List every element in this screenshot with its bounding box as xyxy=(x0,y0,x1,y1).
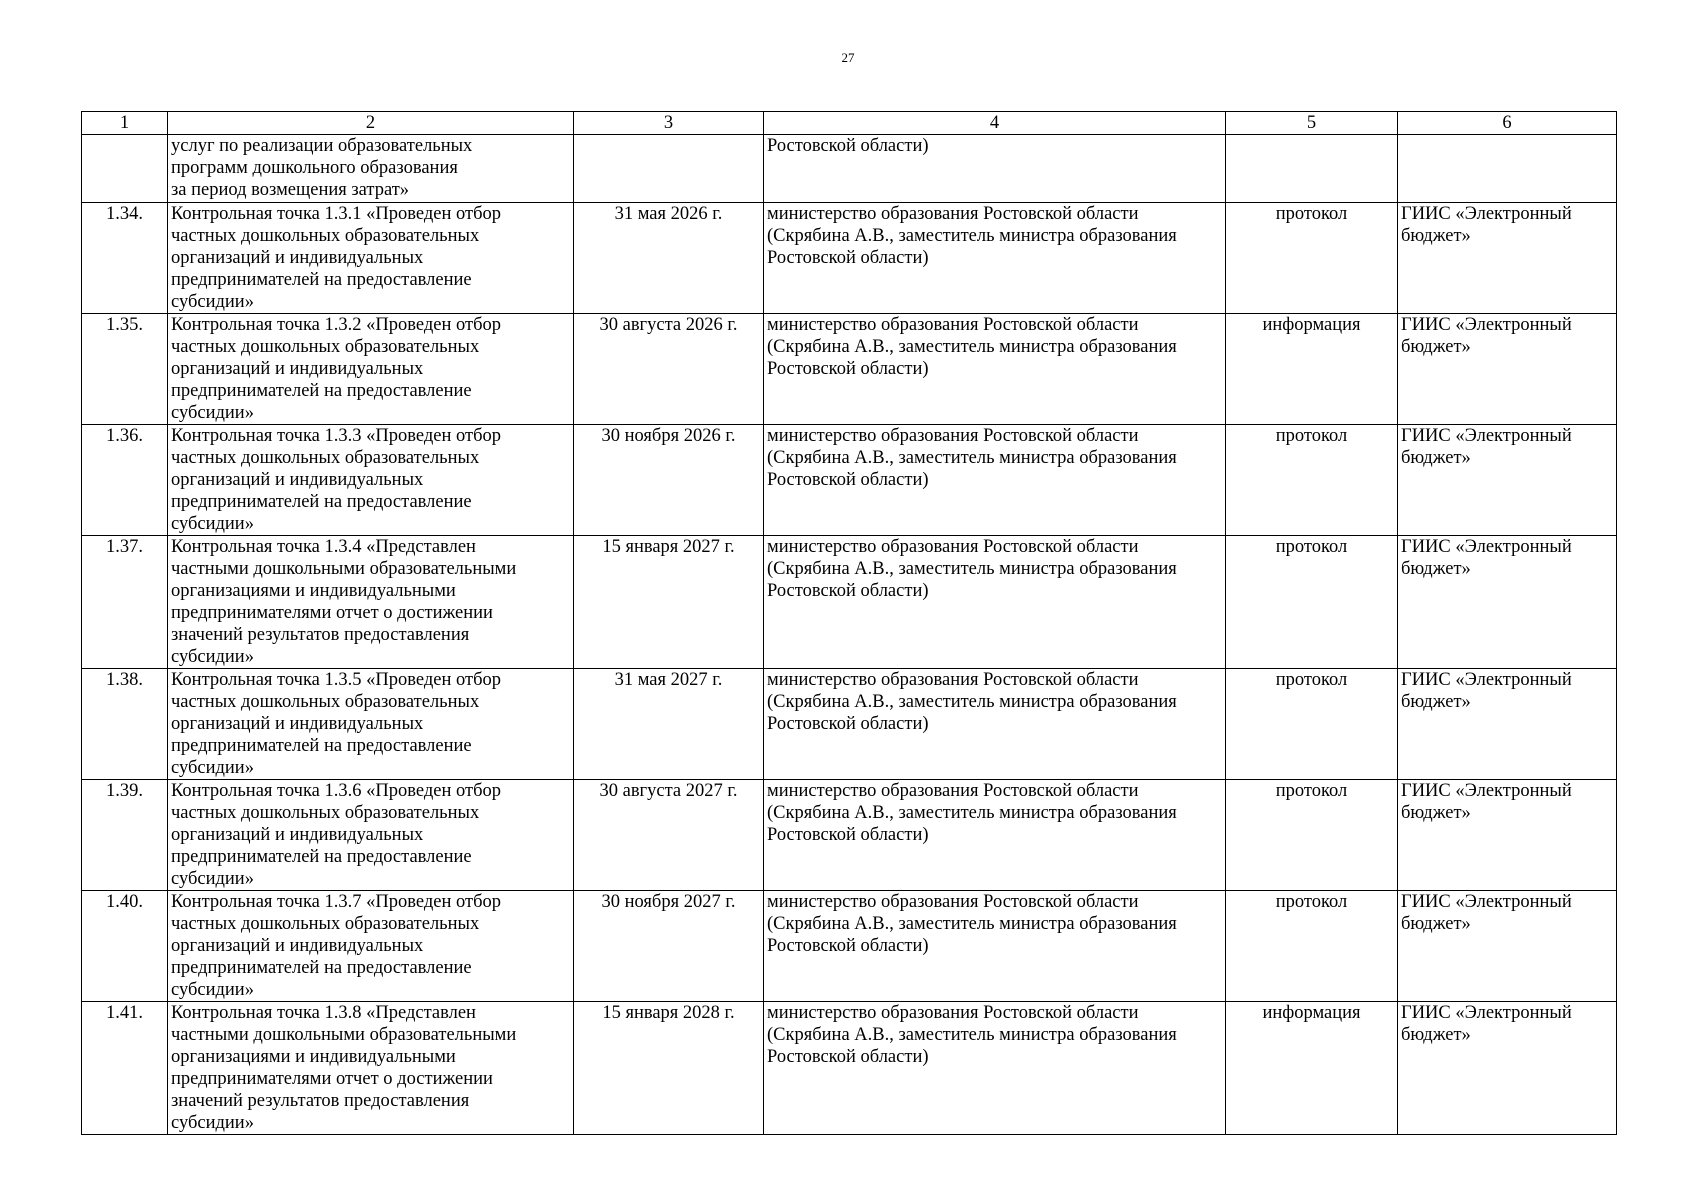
description-line: значений результатов предоставления xyxy=(171,625,470,645)
table-body xyxy=(82,135,1617,1135)
document-type: протокол xyxy=(1226,203,1398,314)
description-line: частных дошкольных образовательных xyxy=(171,692,480,712)
executor-line: Ростовской области) xyxy=(767,470,929,490)
description-line: Контрольная точка 1.3.4 «Представлен xyxy=(171,537,476,557)
deadline-date: 30 августа 2026 г. xyxy=(574,314,764,425)
executor-line: (Скрябина А.В., заместитель министра образования xyxy=(767,337,1177,357)
executor-line: министерство образования Ростовской области xyxy=(767,781,1139,801)
description-line: субсидии» xyxy=(171,1113,254,1133)
information-system xyxy=(1398,425,1617,536)
control-point-description xyxy=(168,669,574,780)
responsible-executor xyxy=(764,1002,1226,1135)
description-line: Контрольная точка 1.3.7 «Проведен отбор xyxy=(171,892,501,912)
system-line: ГИИС «Электронный xyxy=(1401,426,1572,446)
row-number: 1.39. xyxy=(82,780,168,891)
description-line: услуг по реализации образовательных xyxy=(171,136,473,156)
deadline-date: 30 ноября 2026 г. xyxy=(574,425,764,536)
executor-line: Ростовской области) xyxy=(767,136,929,156)
description-line: субсидии» xyxy=(171,758,254,778)
document-type: протокол xyxy=(1226,536,1398,669)
executor-line: (Скрябина А.В., заместитель министра образования xyxy=(767,226,1177,246)
responsible-executor xyxy=(764,891,1226,1002)
description-line: Контрольная точка 1.3.2 «Проведен отбор xyxy=(171,315,501,335)
responsible-executor xyxy=(764,135,1226,203)
executor-line: министерство образования Ростовской области xyxy=(767,426,1139,446)
system-line: бюджет» xyxy=(1401,559,1471,579)
row-number: 1.40. xyxy=(82,891,168,1002)
information-system xyxy=(1398,314,1617,425)
row-number: 1.41. xyxy=(82,1002,168,1135)
system-line: ГИИС «Электронный xyxy=(1401,537,1572,557)
description-line: субсидии» xyxy=(171,869,254,889)
system-line: бюджет» xyxy=(1401,337,1471,357)
deadline-date: 31 мая 2026 г. xyxy=(574,203,764,314)
control-point-description xyxy=(168,425,574,536)
executor-line: Ростовской области) xyxy=(767,936,929,956)
description-line: организациями и индивидуальными xyxy=(171,581,456,601)
document-type: протокол xyxy=(1226,891,1398,1002)
description-line: организаций и индивидуальных xyxy=(171,248,424,268)
executor-line: (Скрябина А.В., заместитель министра образования xyxy=(767,1025,1177,1045)
responsible-executor xyxy=(764,669,1226,780)
information-system xyxy=(1398,135,1617,203)
table-row xyxy=(82,1002,1617,1135)
executor-line: Ростовской области) xyxy=(767,248,929,268)
table-row xyxy=(82,780,1617,891)
description-line: субсидии» xyxy=(171,647,254,667)
description-line: значений результатов предоставления xyxy=(171,1091,470,1111)
description-line: организаций и индивидуальных xyxy=(171,470,424,490)
responsible-executor xyxy=(764,536,1226,669)
description-line: частных дошкольных образовательных xyxy=(171,226,480,246)
table-row xyxy=(82,425,1617,536)
executor-line: Ростовской области) xyxy=(767,581,929,601)
information-system xyxy=(1398,891,1617,1002)
executor-line: (Скрябина А.В., заместитель министра образования xyxy=(767,559,1177,579)
document-type xyxy=(1226,135,1398,203)
executor-line: (Скрябина А.В., заместитель министра образования xyxy=(767,914,1177,934)
system-line: ГИИС «Электронный xyxy=(1401,315,1572,335)
description-line: частными дошкольными образовательными xyxy=(171,1025,517,1045)
description-line: предпринимателей на предоставление xyxy=(171,736,472,756)
description-line: предпринимателей на предоставление xyxy=(171,847,472,867)
control-point-description xyxy=(168,203,574,314)
document-type: протокол xyxy=(1226,780,1398,891)
responsible-executor xyxy=(764,425,1226,536)
executor-line: (Скрябина А.В., заместитель министра образования xyxy=(767,692,1177,712)
control-point-description xyxy=(168,1002,574,1135)
description-line: субсидии» xyxy=(171,292,254,312)
description-line: Контрольная точка 1.3.6 «Проведен отбор xyxy=(171,781,501,801)
responsible-executor xyxy=(764,780,1226,891)
deadline-date: 31 мая 2027 г. xyxy=(574,669,764,780)
responsible-executor xyxy=(764,314,1226,425)
responsible-executor xyxy=(764,203,1226,314)
executor-line: министерство образования Ростовской области xyxy=(767,537,1139,557)
description-line: программ дошкольного образования xyxy=(171,158,458,178)
column-header: 1 xyxy=(82,112,168,135)
control-points-table xyxy=(81,111,1617,1135)
description-line: субсидии» xyxy=(171,514,254,534)
executor-line: (Скрябина А.В., заместитель министра образования xyxy=(767,448,1177,468)
description-line: организаций и индивидуальных xyxy=(171,359,424,379)
description-line: субсидии» xyxy=(171,980,254,1000)
description-line: организаций и индивидуальных xyxy=(171,714,424,734)
document-type: протокол xyxy=(1226,425,1398,536)
description-line: предпринимателями отчет о достижении xyxy=(171,603,493,623)
executor-line: министерство образования Ростовской области xyxy=(767,315,1139,335)
description-line: субсидии» xyxy=(171,403,254,423)
system-line: ГИИС «Электронный xyxy=(1401,892,1572,912)
description-line: предпринимателей на предоставление xyxy=(171,270,472,290)
information-system xyxy=(1398,203,1617,314)
executor-line: министерство образования Ростовской области xyxy=(767,204,1139,224)
executor-line: Ростовской области) xyxy=(767,359,929,379)
table-row xyxy=(82,135,1617,203)
table-row xyxy=(82,314,1617,425)
description-line: Контрольная точка 1.3.1 «Проведен отбор xyxy=(171,204,501,224)
column-header: 3 xyxy=(574,112,764,135)
control-point-description xyxy=(168,780,574,891)
document-type: информация xyxy=(1226,1002,1398,1135)
description-line: Контрольная точка 1.3.5 «Проведен отбор xyxy=(171,670,501,690)
description-line: предпринимателей на предоставление xyxy=(171,958,472,978)
description-line: организаций и индивидуальных xyxy=(171,936,424,956)
executor-line: Ростовской области) xyxy=(767,1047,929,1067)
description-line: организаций и индивидуальных xyxy=(171,825,424,845)
page-number: 27 xyxy=(841,50,855,65)
system-line: ГИИС «Электронный xyxy=(1401,670,1572,690)
description-line: частных дошкольных образовательных xyxy=(171,803,480,823)
information-system xyxy=(1398,669,1617,780)
description-line: частных дошкольных образовательных xyxy=(171,337,480,357)
system-line: бюджет» xyxy=(1401,226,1471,246)
executor-line: министерство образования Ростовской области xyxy=(767,892,1139,912)
deadline-date xyxy=(574,135,764,203)
deadline-date: 15 января 2027 г. xyxy=(574,536,764,669)
deadline-date: 30 августа 2027 г. xyxy=(574,780,764,891)
row-number: 1.35. xyxy=(82,314,168,425)
control-point-description xyxy=(168,536,574,669)
system-line: бюджет» xyxy=(1401,692,1471,712)
description-line: частных дошкольных образовательных xyxy=(171,914,480,934)
document-type: протокол xyxy=(1226,669,1398,780)
description-line: за период возмещения затрат» xyxy=(171,180,410,200)
system-line: бюджет» xyxy=(1401,1025,1471,1045)
row-number: 1.34. xyxy=(82,203,168,314)
table-row xyxy=(82,203,1617,314)
document-type: информация xyxy=(1226,314,1398,425)
executor-line: (Скрябина А.В., заместитель министра образования xyxy=(767,803,1177,823)
executor-line: Ростовской области) xyxy=(767,825,929,845)
system-line: ГИИС «Электронный xyxy=(1401,781,1572,801)
table-row xyxy=(82,536,1617,669)
executor-line: Ростовской области) xyxy=(767,714,929,734)
executor-line: министерство образования Ростовской области xyxy=(767,1003,1139,1023)
system-line: ГИИС «Электронный xyxy=(1401,204,1572,224)
row-number: 1.38. xyxy=(82,669,168,780)
row-number: 1.36. xyxy=(82,425,168,536)
table-row xyxy=(82,891,1617,1002)
table-row xyxy=(82,669,1617,780)
system-line: бюджет» xyxy=(1401,448,1471,468)
row-number: 1.37. xyxy=(82,536,168,669)
description-line: предпринимателей на предоставление xyxy=(171,381,472,401)
description-line: Контрольная точка 1.3.3 «Проведен отбор xyxy=(171,426,501,446)
column-header: 6 xyxy=(1398,112,1617,135)
control-point-description xyxy=(168,135,574,203)
description-line: частными дошкольными образовательными xyxy=(171,559,517,579)
row-number xyxy=(82,135,168,203)
system-line: бюджет» xyxy=(1401,803,1471,823)
deadline-date: 15 января 2028 г. xyxy=(574,1002,764,1135)
executor-line: министерство образования Ростовской области xyxy=(767,670,1139,690)
description-line: частных дошкольных образовательных xyxy=(171,448,480,468)
system-line: бюджет» xyxy=(1401,914,1471,934)
description-line: предпринимателями отчет о достижении xyxy=(171,1069,493,1089)
information-system xyxy=(1398,1002,1617,1135)
column-header: 2 xyxy=(168,112,574,135)
control-point-description xyxy=(168,891,574,1002)
column-header: 4 xyxy=(764,112,1226,135)
system-line: ГИИС «Электронный xyxy=(1401,1003,1572,1023)
column-header: 5 xyxy=(1226,112,1398,135)
column-number-row xyxy=(82,112,1617,135)
description-line: организациями и индивидуальными xyxy=(171,1047,456,1067)
description-line: Контрольная точка 1.3.8 «Представлен xyxy=(171,1003,476,1023)
deadline-date: 30 ноября 2027 г. xyxy=(574,891,764,1002)
control-point-description xyxy=(168,314,574,425)
description-line: предпринимателей на предоставление xyxy=(171,492,472,512)
information-system xyxy=(1398,780,1617,891)
information-system xyxy=(1398,536,1617,669)
